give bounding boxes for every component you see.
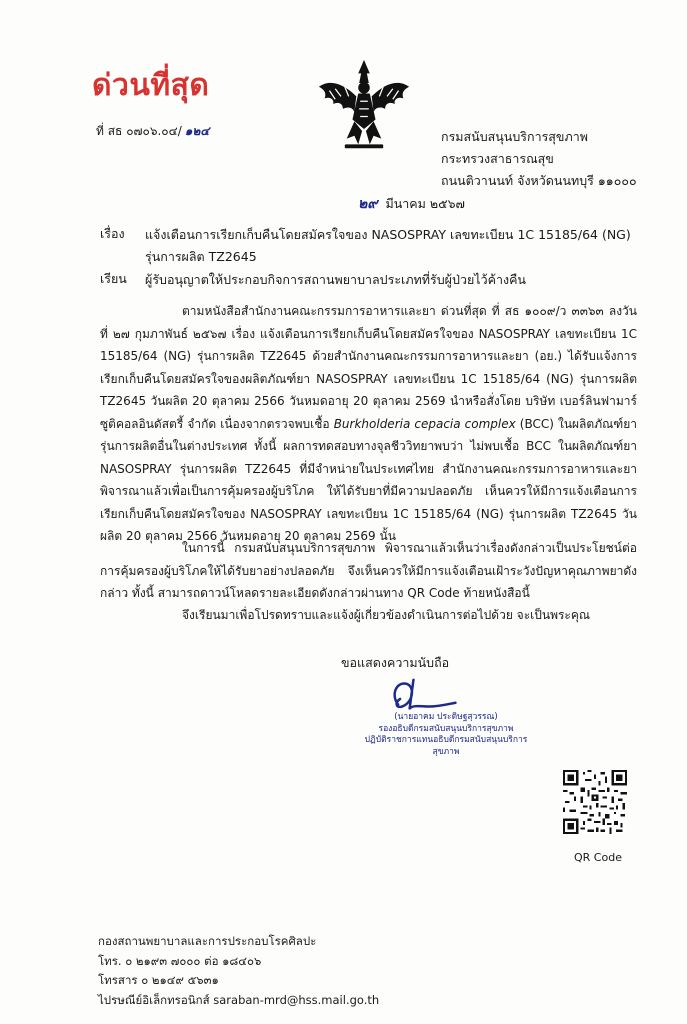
para2-text: ในการนี้ กรมสนับสนุนบริการสุขภาพ พิจารณาแล้วเห็นว่าเรื่องดังกล่าวเป็นประโยชน์ต่อการคุ้มครองผู้บริโภคให้ได้รับยาอย่างปลอดภัย จึงเห็นควรให้มีการแจ้งเตือนเฝ้าระวังปัญหาคุณภาพยาดังกล่าว ทั้งนี้ สามารถดาวน์โหลดรายละเอียดดังกล่าวผ่านทาง QR Code ท้ายหนังสือนี้ bbox=[100, 541, 637, 600]
garuda-emblem-icon bbox=[316, 58, 412, 154]
letter-date bbox=[358, 193, 465, 215]
org-line: กระทรวงสาธารณสุข bbox=[441, 151, 554, 166]
qr-code-label: QR Code bbox=[574, 851, 622, 864]
para1-bacteria-name: Burkholderia cepacia complex bbox=[333, 416, 516, 431]
recipient-text: ผู้รับอนุญาตให้ประกอบกิจการสถานพยาบาลประเภทที่รับผู้ป่วยไว้ค้างคืน bbox=[145, 272, 526, 287]
signer-title-acting: ปฏิบัติราชการแทนอธิบดีกรมสนับสนุนบริการสุขภาพ bbox=[364, 735, 528, 757]
subject-text: แจ้งเตือนการเรียกเก็บคืนโดยสมัครใจของ NASOSPRAY เลขทะเบียน 1C 15185/64 (NG) รุ่นการผลิต TZ2645 bbox=[145, 227, 631, 264]
sender-organization bbox=[441, 126, 637, 192]
org-line: กรมสนับสนุนบริการสุขภาพ bbox=[441, 129, 588, 144]
footer-contact bbox=[98, 932, 379, 1010]
footer-phone: โทร. ๐ ๒๑๙๓ ๗๐๐๐ ต่อ ๑๘๔๐๖ bbox=[98, 953, 262, 968]
document-number-handwritten: ๑๒๔ bbox=[184, 124, 210, 138]
para3-text: จึงเรียนมาเพื่อโปรดทราบและแจ้งผู้เกี่ยวข้องดำเนินการต่อไปด้วย จะเป็นพระคุณ bbox=[182, 608, 591, 622]
urgency-stamp: ด่วนที่สุด bbox=[92, 68, 210, 103]
signer-title: รองอธิบดีกรมสนับสนุนบริการสุขภาพ bbox=[378, 723, 514, 734]
qr-code[interactable] bbox=[563, 770, 627, 834]
signer-block bbox=[356, 712, 536, 758]
para1-text-a: ตามหนังสือสำนักงานคณะกรรมการอาหารและยา ด่วนที่สุด ที่ สธ ๑๐๐๙/ว ๓๓๖๓ ลงวันที่ ๒๗ กุมภาพันธ์ ๒๕๖๗ เรื่อง แจ้งเตือนการเรียกเก็บคืนโดยสมัครใจของ NASOSPRAY เลขทะเบียน 1C 15185/64 (NG) รุ่นการผลิต TZ2645 ด้วยสำนักงานคณะกรรมการอาหารและยา (อย.) ได้รับแจ้งการเรียกเก็บคืนโดยสมัครใจของผลิตภัณฑ์ยา NASOSPRAY เลขทะเบียน 1C 15185/64 (NG) รุ่นการผลิต TZ2645 วันผลิต 20 ตุลาคม 2566 วันหมดอายุ 20 ตุลาคม 2569 นำหรือสั่งโดย บริษัท เบอร์ลินฟามาร์ซูติคอลอินดัสตรี้ จำกัด เนื่องจากตรวจพบเชื้อ bbox=[100, 304, 637, 431]
footer-fax: โทรสาร ๐ ๒๑๔๙ ๕๖๓๑ bbox=[98, 973, 219, 987]
para1-text-b: (BCC) ในผลิตภัณฑ์ยารุ่นการผลิตอื่นในต่างประเทศ ทั้งนี้ ผลการทดสอบทางจุลชีววิทยาพบว่า ไม่พบเชื้อ BCC ในผลิตภัณฑ์ยา NASOSPRAY รุ่นการผลิต TZ2645 ที่มีจำหน่ายในประเทศไทย สำนักงานคณะกรรมการอาหารและยา พิจารณาแล้วเพื่อเป็นการคุ้มครองผู้บริโภค ให้ได้รับยาที่มีความปลอดภัย เห็นควรให้มีการแจ้งเตือนการเรียกเก็บคืนโดยสมัครใจของ NASOSPRAY เลขทะเบียน 1C 15185/64 (NG) รุ่นการผลิต TZ2645 วันผลิต 20 ตุลาคม 2566 วันหมดอายุ 20 ตุลาคม 2569 นั้น bbox=[100, 416, 637, 543]
date-day-handwritten: ๒๙ bbox=[358, 196, 378, 212]
body-paragraph-3 bbox=[100, 604, 637, 627]
footer-email: ไปรษณีย์อิเล็กทรอนิกส์ saraban-mrd@hss.mail.go.th bbox=[98, 992, 380, 1007]
body-paragraph-1 bbox=[100, 300, 637, 548]
body-paragraph-2 bbox=[100, 537, 637, 605]
subject-label: เรื่อง bbox=[100, 226, 125, 241]
document-number-prefix: ที่ สธ ๐๗๐๖.๐๔/ bbox=[96, 124, 182, 138]
signer-name: (นายอาคม ประดิษฐสุวรรณ) bbox=[394, 712, 498, 722]
recipient-label: เรียน bbox=[100, 271, 127, 286]
org-line: ถนนติวานนท์ จังหวัดนนทบุรี ๑๑๐๐๐ bbox=[441, 173, 637, 188]
document-number bbox=[96, 122, 209, 141]
closing-phrase: ขอแสดงความนับถือ bbox=[341, 655, 450, 670]
footer-department: กองสถานพยาบาลและการประกอบโรคศิลปะ bbox=[98, 934, 317, 948]
date-month-year: มีนาคม ๒๕๖๗ bbox=[385, 196, 465, 211]
